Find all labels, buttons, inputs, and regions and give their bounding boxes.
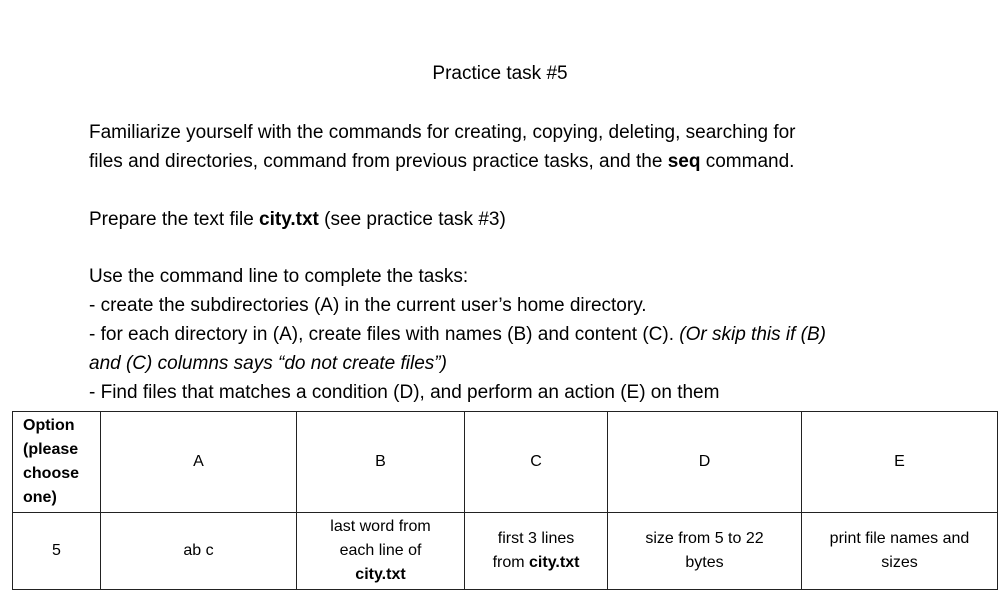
column-header-a: A bbox=[101, 412, 297, 513]
options-table bbox=[12, 411, 998, 590]
option-header-line-4: one) bbox=[23, 489, 57, 506]
intro-line-2-end: command. bbox=[700, 151, 795, 172]
cell-e-line-1: print file names and bbox=[829, 530, 970, 547]
cell-option: 5 bbox=[13, 513, 101, 590]
column-header-e: E bbox=[802, 412, 998, 513]
city-file-name: city.txt bbox=[259, 209, 319, 230]
task-item-2-note: (Or skip this if (B) bbox=[679, 324, 827, 345]
task-item-1: - create the subdirectories (A) in the current user’s home directory. bbox=[89, 295, 647, 316]
cell-c-file-name: city.txt bbox=[529, 554, 580, 571]
cell-c-line-2-text: from bbox=[492, 554, 530, 571]
prep-paragraph bbox=[89, 205, 969, 234]
column-header-c: C bbox=[465, 412, 608, 513]
cell-d-line-2: bytes bbox=[685, 554, 724, 571]
cell-b-line-3: city.txt bbox=[355, 566, 406, 583]
cell-a: ab c bbox=[101, 513, 297, 590]
table-row bbox=[13, 513, 998, 590]
option-header-line-2: (please bbox=[23, 441, 79, 458]
intro-line-2 bbox=[89, 147, 969, 176]
tasks-heading: Use the command line to complete the tasks: bbox=[89, 266, 469, 287]
cell-c-line-1: first 3 lines bbox=[497, 530, 575, 547]
prep-line bbox=[89, 205, 969, 234]
option-header-line-3: choose bbox=[23, 465, 80, 482]
tasks-paragraph bbox=[89, 262, 969, 407]
intro-line-1: Familiarize yourself with the commands for creating, copying, deleting, searching for bbox=[89, 122, 796, 143]
task-item-2-note-cont: and (C) columns says “do not create files”) bbox=[89, 353, 447, 374]
cell-e-line-2: sizes bbox=[881, 554, 918, 571]
column-header-d: D bbox=[608, 412, 802, 513]
page-title: Practice task #5 bbox=[432, 63, 568, 84]
cell-b-line-2: each line of bbox=[339, 542, 422, 559]
cell-b bbox=[297, 513, 465, 590]
column-header-option bbox=[13, 412, 101, 513]
intro-line-2-text: files and directories, command from previous practice tasks, and the bbox=[89, 151, 668, 172]
task-item-2-cont bbox=[89, 349, 969, 378]
column-header-b: B bbox=[297, 412, 465, 513]
cell-c bbox=[465, 513, 608, 590]
seq-command-label: seq bbox=[667, 151, 701, 172]
intro-paragraph bbox=[89, 118, 969, 176]
cell-d-line-1: size from 5 to 22 bbox=[645, 530, 764, 547]
task-item-3: - Find files that matches a condition (D), and perform an action (E) on them bbox=[89, 382, 720, 403]
prep-text: Prepare the text file bbox=[89, 209, 260, 230]
task-item-2 bbox=[89, 320, 969, 349]
cell-e bbox=[802, 513, 998, 590]
cell-b-line-1: last word from bbox=[330, 518, 431, 535]
table-header-row bbox=[13, 412, 998, 513]
task-item-2-text: - for each directory in (A), create files with names (B) and content (C). bbox=[89, 324, 680, 345]
cell-c-line-2 bbox=[469, 551, 603, 575]
prep-text-end: (see practice task #3) bbox=[318, 209, 506, 230]
cell-d bbox=[608, 513, 802, 590]
option-header-line-1: Option bbox=[23, 417, 75, 434]
